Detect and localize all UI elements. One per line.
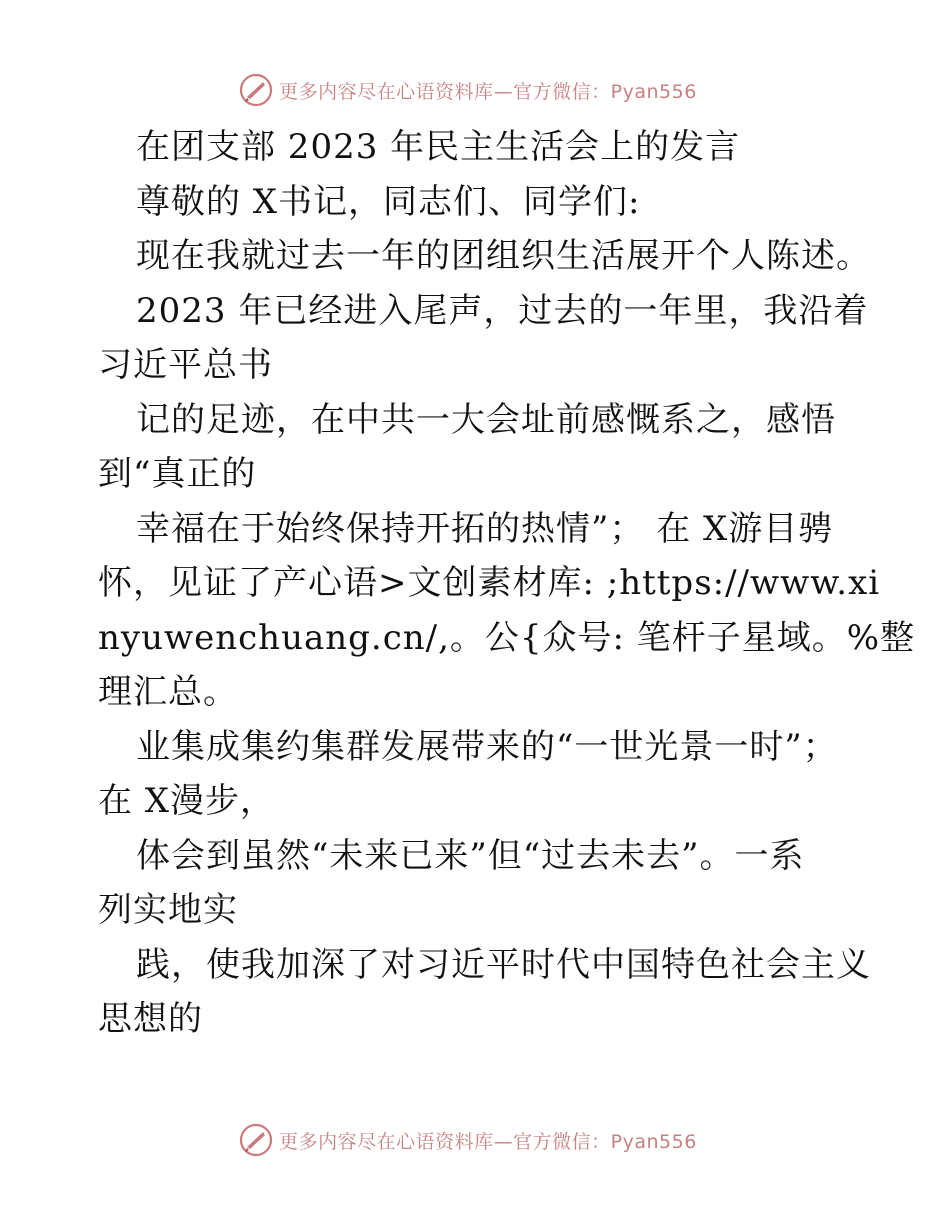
document-line: 2023 年已经进入尾声，过去的一年里，我沿着: [136, 290, 869, 331]
document-line: 思想的: [98, 999, 203, 1039]
document-line: 幸福在于始终保持开拓的热情”； 在 X游目骋: [136, 508, 834, 549]
footer-watermark-banner: [0, 1120, 950, 1160]
document-line: 列实地实: [98, 890, 238, 930]
document-line: 业集成集约集群发展带来的“一世光景一时”；: [136, 726, 838, 767]
document-line: 记的足迹，在中共一大会址前感慨系之，感悟: [136, 399, 836, 440]
document-line: 现在我就过去一年的团组织生活展开个人陈述。: [136, 236, 871, 276]
quill-logo-icon: [239, 1123, 273, 1157]
header-watermark-banner: [0, 70, 950, 110]
document-line: 践，使我加深了对习近平时代中国特色社会主义: [136, 944, 871, 985]
document-body: [98, 120, 916, 1047]
document-line: 体会到虽然“未来已来”但“过去未去”。一系: [136, 835, 805, 876]
document-line: 在团支部 2023 年民主生活会上的发言: [136, 127, 741, 167]
document-line: 尊敬的 X书记，同志们、同学们:: [136, 181, 641, 222]
document-line: 在 X漫步，: [98, 781, 276, 821]
document-line: 到“真正的: [98, 454, 257, 494]
document-line: 怀，见证了产心语>文创素材库: ;https://www.xi: [98, 563, 881, 603]
quill-logo-icon: [239, 73, 273, 107]
watermark-text: 更多内容尽在心语资料库—官方微信：Pyan556: [279, 1130, 697, 1153]
document-line: 习近平总书: [98, 345, 273, 385]
watermark-text: 更多内容尽在心语资料库—官方微信：Pyan556: [279, 80, 697, 103]
document-line: 理汇总。: [98, 672, 238, 712]
document-line: nyuwenchuang.cn/,。公{众号: 笔杆子星域。%整: [98, 617, 916, 658]
